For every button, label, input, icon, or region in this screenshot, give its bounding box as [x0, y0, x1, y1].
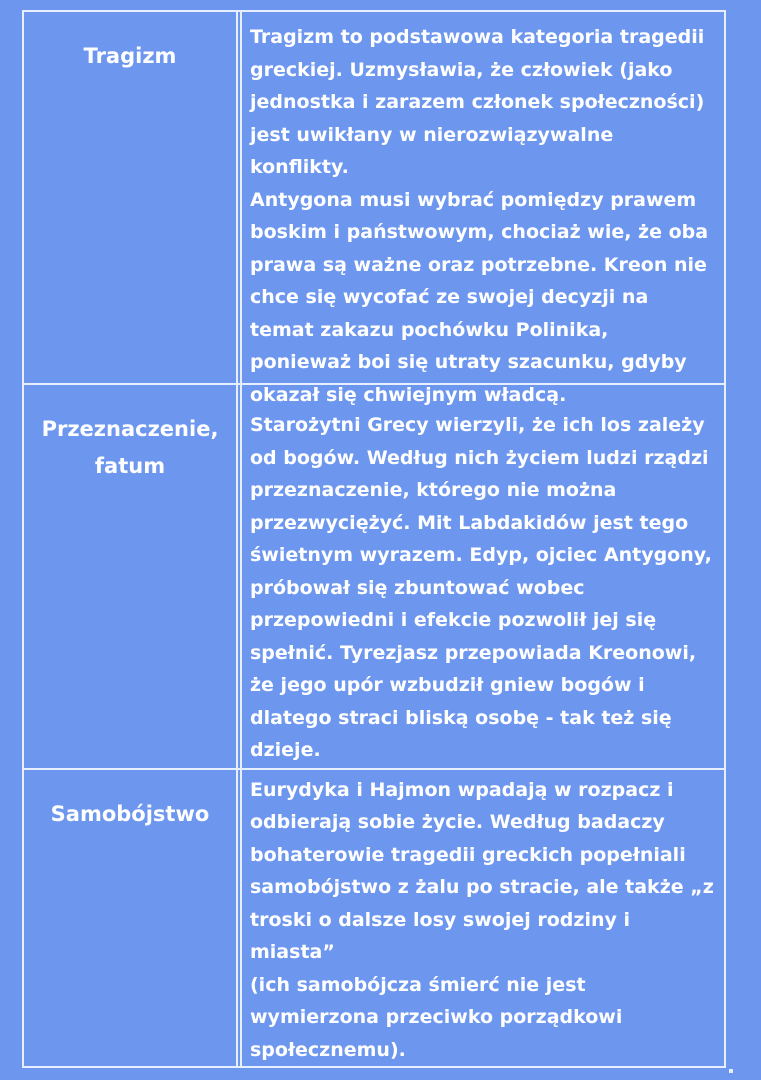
term-description: Eurydyka i Hajmon wpadają w rozpacz i odbierają sobie życie. Według badaczy bohaterowie tragedii greckich popełniali samobójstwo z żalu po stracie, ale także „z troski o dalsze losy swojej rodziny i miasta” (ich samobójcza śmierć nie jest wymierzona przeciwko porządkowi społecznemu). [250, 778, 714, 1061]
term-label: Tragizm [24, 12, 238, 383]
table-row [24, 768, 724, 1067]
term-description: Tragizm to podstawowa kategoria tragedii greckiej. Uzmysławia, że człowiek (jako jednostka i zarazem członek społeczności) jest uwikłany w nierozwiązywalne konflikty. Antygona musi wybrać pomiędzy prawem boskim i państwowym, chociaż wie, że oba prawa są ważne oraz potrzebne. Kreon nie chce się wycofać ze swojej decyzji na temat zakazu pochówku Polinika, ponieważ boi się utraty szacunku, gdyby okazał się chwiejnym władcą. [250, 26, 709, 406]
terms-table [22, 10, 726, 1068]
term-label: Przeznaczenie, fatum [24, 385, 238, 768]
term-label: Samobójstwo [24, 770, 238, 1067]
decorative-dot [729, 1069, 733, 1073]
table-row [24, 383, 724, 768]
table-row [24, 12, 724, 406]
term-description: Starożytni Grecy wierzyli, że ich los zależy od bogów. Według nich życiem ludzi rządzi przeznaczenie, którego nie można przezwyciężyć. Mit Labdakidów jest tego świetnym wyrazem. Edyp, ojciec Antygony, próbował się zbuntować wobec przepowiedni i efekcie pozwolił jej się spełnić. Tyrezjasz przepowiada Kreonowi, że jego upór wzbudził gniew bogów i dlatego straci bliską osobę - tak też się dzieje. [250, 414, 712, 761]
